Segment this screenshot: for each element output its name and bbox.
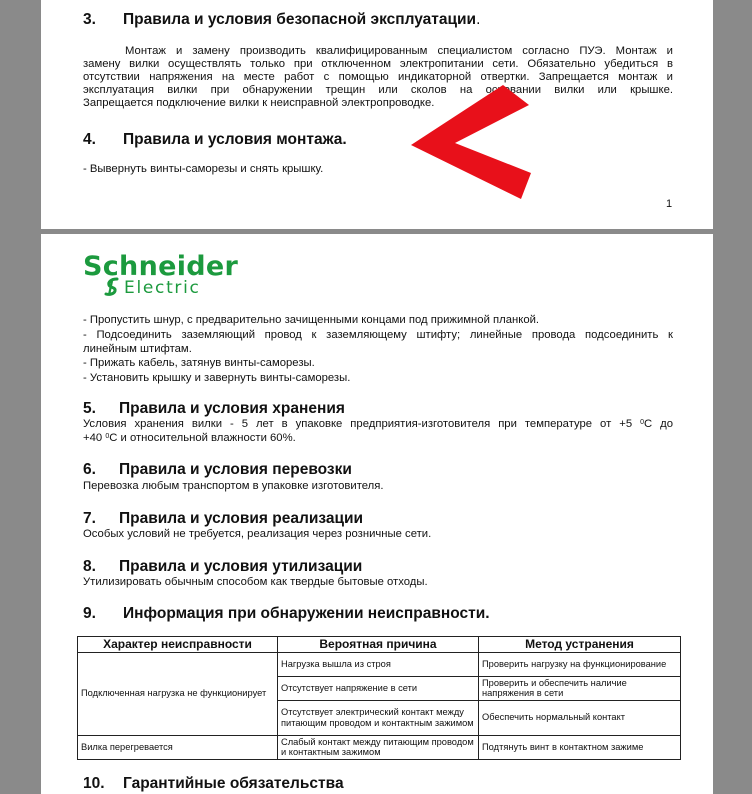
table-cell-fix: Подтянуть винт в контактном зажиме [479, 735, 681, 759]
section-10-heading: 10. Гарантийные обязательства [83, 775, 344, 792]
section-4-text: - Вывернуть винты-саморезы и снять крышку. [83, 163, 324, 175]
fault-table [77, 636, 681, 760]
table-row [78, 652, 681, 676]
section-3-line-1: Монтаж и замену производить квалифицированным специалистом согласно ПУЭ. Монтаж и [125, 45, 673, 57]
table-cell-fault: Вилка перегревается [78, 735, 278, 759]
table-cell-fix: Проверить и обеспечить наличие напряжения в сети [479, 676, 681, 700]
section-3-line-5: Запрещается подключение вилки к неисправной электропроводке. [83, 97, 435, 109]
section-7-heading: 7. Правила и условия реализации [83, 510, 364, 527]
table-cell-cause: Отсутствует напряжение в сети [278, 676, 479, 700]
install-step-1: - Пропустить шнур, с предварительно зачищенными концами под прижимной планкой. [83, 314, 540, 326]
install-step-2-cont: линейным штифтам. [83, 343, 192, 355]
table-row [78, 735, 681, 759]
table-cell-cause: Нагрузка вышла из строя [278, 652, 479, 676]
schneider-electric-logo-mark-icon [103, 277, 123, 297]
table-cell-cause: Слабый контакт между питающим проводом и контактным зажимом [278, 735, 479, 759]
section-5-line-2: +40 $^0$С и относительной влажности 60%. [83, 432, 296, 444]
table-header-row [78, 637, 681, 653]
table-cell-fault: Подключенная нагрузка не функционирует [78, 652, 278, 735]
install-step-3: - Прижать кабель, затянув винты-саморезы. [83, 357, 315, 369]
section-5-line-1: Условия хранения вилки - 5 лет в упаковке предприятия-изготовителя при температуре от +5 $^0$С до [83, 418, 673, 430]
section-3-line-3: отсутствии напряжения на месте работ с помощью индикаторной отвертки. Запрещается монтаж и [83, 71, 673, 83]
red-chevron-arrow-icon [411, 85, 531, 200]
section-3-line-2: замену вилки осуществлять только при отключенном электропитании сети. Обязательно убедиться в [83, 58, 673, 70]
section-4-heading: 4. Правила и условия монтажа. [83, 131, 347, 148]
section-8-heading: 8. Правила и условия утилизации [83, 558, 363, 575]
section-5-heading: 5. Правила и условия хранения [83, 400, 345, 417]
table-cell-cause: Отсутствует электрический контакт между питающим проводом и контактным зажимом [278, 700, 479, 735]
table-header: Метод устранения [479, 637, 681, 653]
brand-logo-bottom: Electric [124, 278, 201, 298]
install-step-2: - Подсоединить заземляющий провод к заземляющему штифту; линейные провода подсоединить к [83, 329, 673, 341]
section-6-text: Перевозка любым транспортом в упаковке изготовителя. [83, 480, 384, 492]
section-8-text: Утилизировать обычным способом как твердые бытовые отходы. [83, 576, 428, 588]
brand-logo-top: Schneider [83, 251, 239, 282]
document-page-2 [41, 234, 713, 794]
section-6-heading: 6. Правила и условия перевозки [83, 461, 352, 478]
section-3-line-4: эксплуатация вилки при обнаружении трещин или сколов на основании вилки или крышке. [83, 84, 673, 96]
document-page-1 [41, 0, 713, 229]
table-header: Характер неисправности [78, 637, 278, 653]
section-9-heading: 9. Информация при обнаружении неисправности. [83, 605, 490, 622]
table-header: Вероятная причина [278, 637, 479, 653]
section-7-text: Особых условий не требуется, реализация через розничные сети. [83, 528, 432, 540]
page-number: 1 [666, 198, 673, 210]
section-3-heading: 3. Правила и условия безопасной эксплуатации. [83, 11, 481, 28]
table-cell-fix: Обеспечить нормальный контакт [479, 700, 681, 735]
table-cell-fix: Проверить нагрузку на функционирование [479, 652, 681, 676]
install-step-4: - Установить крышку и завернуть винты-саморезы. [83, 372, 351, 384]
